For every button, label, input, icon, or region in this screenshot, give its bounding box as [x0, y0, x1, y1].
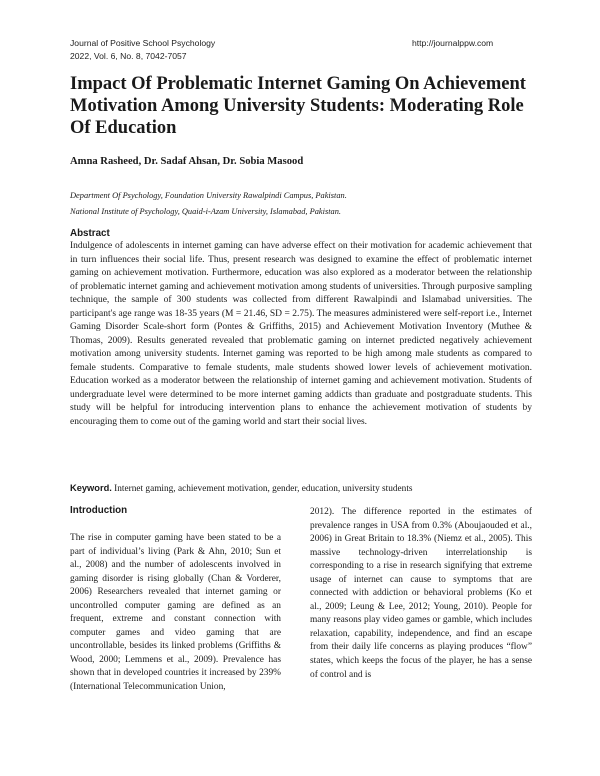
introduction-left-column: The rise in computer gaming have been stated to be a part of individual’s living (Park & Ahn, 2010; Sun et al., 2008) and the number of adolescents involved in gaming disorder is rising globally (Chan & Vorderer, 2006) Researchers revealed that internet gaming or uncontrolled computer gaming are defined as an frequent, extreme and constant connection with computer games and video gaming that are uncontrollable, besides its linked problems (Griffiths & Wood, 2000; Lemmens et al., 2009). Prevalence has shown that in developed countries it increased by 239% (International Telecommunication Union,	[70, 533, 281, 693]
abstract-text: Indulgence of adolescents in internet gaming can have adverse effect on their motivation for academic achievement that in turn influences their social life. Thus, present research was designed to examine the effect of problematic internet gaming on achievement motivation. Furthermore, education was also explored as a moderator between the relationship of problematic internet gaming and achievement motivation among students of universities. Through purposive sampling technique, the sample of 300 students was collected from different Rawalpindi and Islamabad universities. The participant's age range was 18-35 years (M = 21.46, SD = 2.75). The measures administered were self-report i.e., Internet Gaming Disorder Scale-short form (Pontes & Griffiths, 2015) and Achievement Motivation Inventory (Muthee & Thomas, 2009). Results generated revealed that problematic gaming on internet predicted negatively achievement motivation among university students. Internet gaming was reported to be high among male students as compared to female students. Comparative to female students, male students showed lower levels of achievement motivation. Education worked as a moderator between the relationship of internet gaming and achievement motivation. Students of undergraduate level were determined to be more internet gaming addicts than graduate and postgraduate students. This study will be helpful for introducing intervention plans to enhance the achievement motivation of students by encouraging them to come out of the gaming world and start their social lives.	[70, 241, 532, 427]
affiliations	[70, 188, 347, 220]
keywords-text: Internet gaming, achievement motivation, gender, education, university students	[111, 484, 413, 494]
affiliation-1: Department Of Psychology, Foundation University Rawalpindi Campus, Pakistan.	[70, 191, 347, 200]
affiliation-2: National Institute of Psychology, Quaid-i-Azam University, Islamabad, Pakistan.	[70, 207, 341, 216]
journal-name: Journal of Positive School Psychology	[70, 38, 216, 48]
introduction-right-column: 2012). The difference reported in the estimates of prevalence ranges in USA from 0.3% (Aboujaouded et al., 2006) in Great Britain to 18.3% (Niemz et al., 2005). This massive technology-driven interrelationship is corresponding to a rise in research signifying that extreme usage of internet can cause to symptoms that are connected with addiction or behavioral problems (Ko et al., 2009; Leung & Lee, 2012; Young, 2010). People for many reasons play video games or gamble, which includes relaxation, capability, independence, and find an escape from their daily life concerns as playing produces “flow” states, which keeps the focus of the player, he has a sense of control and is	[310, 507, 532, 680]
keywords	[70, 482, 532, 496]
author-list: Amna Rasheed, Dr. Sadaf Ahsan, Dr. Sobia Masood	[70, 156, 304, 167]
abstract-heading: Abstract	[70, 228, 110, 239]
paper-title: Impact Of Problematic Internet Gaming On Achievement Motivation Among University Students: Moderating Role Of Education	[70, 74, 526, 138]
running-header	[70, 37, 215, 63]
journal-url[interactable]: http://journalppw.com	[412, 38, 494, 48]
keywords-label: Keyword.	[70, 483, 112, 493]
introduction-heading: Introduction	[70, 505, 128, 516]
issue-info: 2022, Vol. 6, No. 8, 7042-7057	[70, 51, 187, 61]
